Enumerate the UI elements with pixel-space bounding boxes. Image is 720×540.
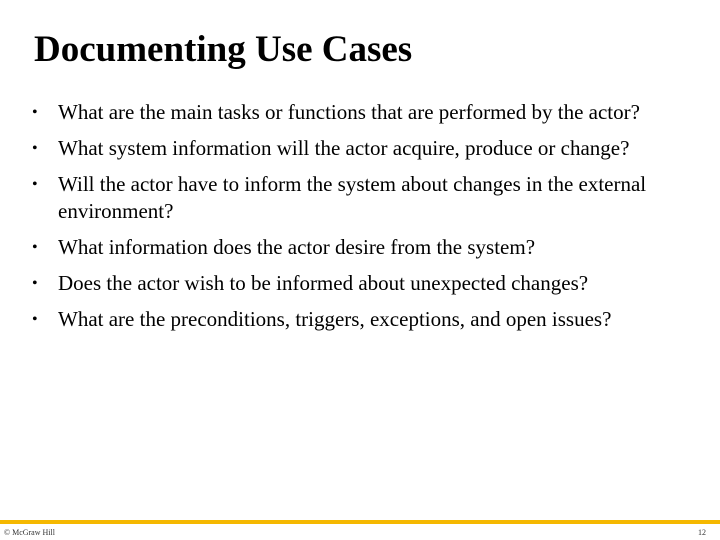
bullet-item [32,306,672,333]
bullet-marker: • [32,176,38,193]
bullet-text: Does the actor wish to be informed about unexpected changes? [58,271,589,295]
bullet-text: What are the preconditions, triggers, exceptions, and open issues? [58,307,612,331]
bullet-marker: • [32,275,38,292]
bullet-item [32,135,672,162]
bullet-item [32,99,672,126]
bullet-marker: • [32,311,38,328]
slide-title: Documenting Use Cases [34,29,413,70]
bullet-item [32,171,672,225]
footer-accent-bar [0,520,720,524]
page-number: 12 [698,528,706,537]
bullet-item [32,270,672,297]
bullet-marker: • [32,104,38,121]
bullet-text: What are the main tasks or functions that are performed by the actor? [58,100,640,124]
bullet-marker: • [32,239,38,256]
bullet-text: Will the actor have to inform the system about changes in the external environment? [58,172,647,223]
footer-copyright: © McGraw Hill [4,528,55,537]
bullet-text: What system information will the actor acquire, produce or change? [58,136,630,160]
bullet-item [32,234,672,261]
bullet-text: What information does the actor desire from the system? [58,235,536,259]
bullet-marker: • [32,140,38,157]
bullet-list [32,99,672,342]
